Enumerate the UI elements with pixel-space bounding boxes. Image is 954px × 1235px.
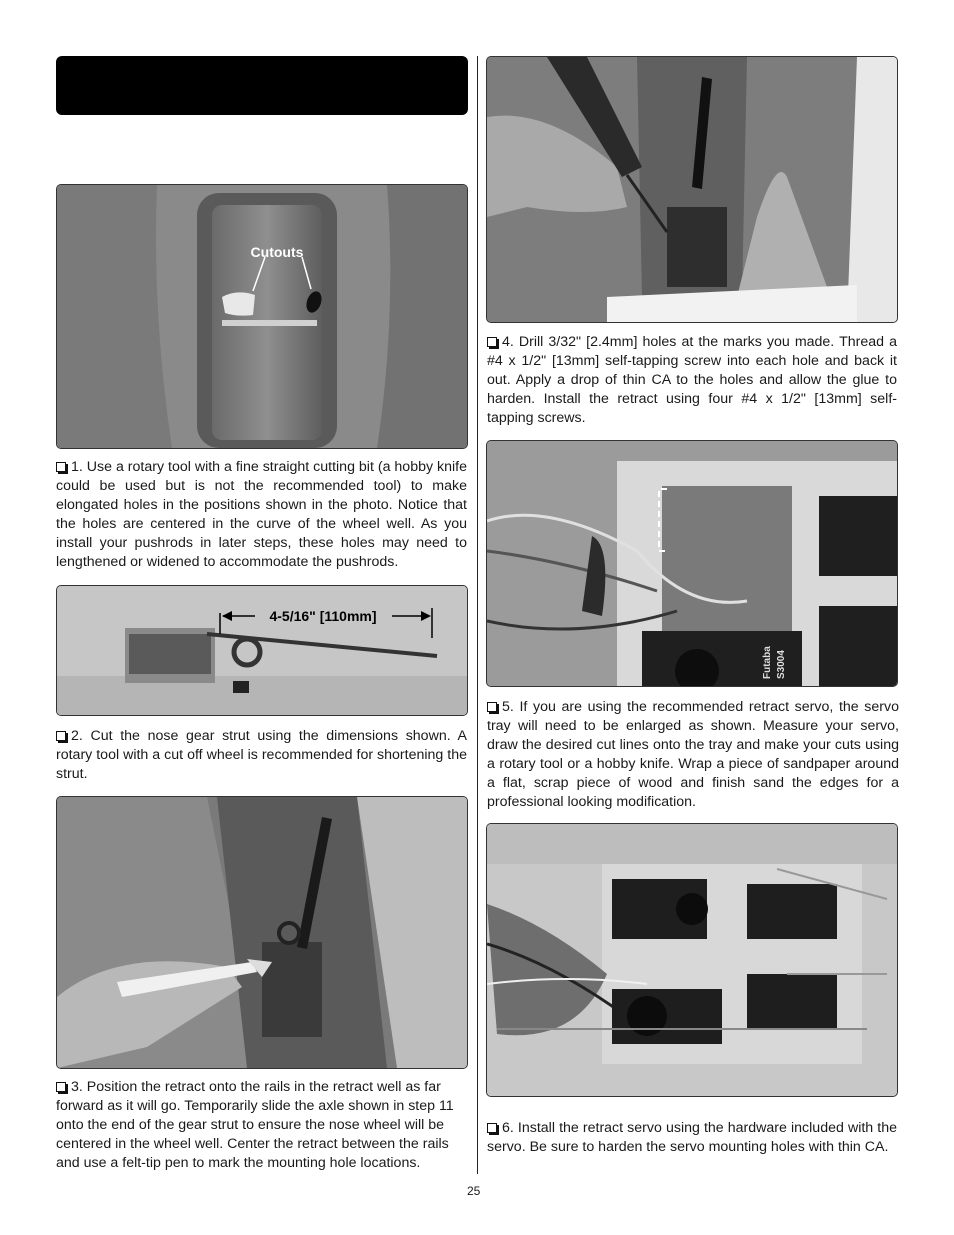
cutouts-callout: Cutouts [250,244,304,260]
checkbox-icon[interactable] [56,462,66,472]
step-5-body: 5. If you are using the recommended retract servo, the servo tray will need to be enlarged as shown. Measure your servo, draw the desired cut lines onto the tray and make your cuts using a rotary tool or a hobby knife. Wrap a piece of sandpaper around a flat, scrap piece of wood and finish sand the edges for a professional looking modification. [487,699,899,810]
strut-dimension-label: 4-5/16" [110mm] [269,608,377,624]
checkbox-icon[interactable] [487,1123,497,1133]
photo-wheel-well-cutouts [56,184,468,449]
page-number: 25 [467,1184,481,1198]
step-4-text [487,333,897,428]
section-header-bar [56,56,468,115]
step-6-text [487,1119,897,1157]
servo-brand-label: Futaba [762,646,773,679]
step-1-text [56,458,467,571]
checkbox-icon[interactable] [487,337,497,347]
photo-nose-gear-strut [56,585,468,716]
step-4-body: 4. Drill 3/32" [2.4mm] holes at the marks you made. Thread a #4 x 1/2" [13mm] self-tapping screw into each hole and back it out. Apply a drop of thin CA to the holes and allow the glue to harden. Install the retract using four #4 x 1/2" [13mm] self-tapping screws. [487,334,897,426]
photo-retract-servo-installed [486,823,898,1097]
column-divider [477,56,478,1174]
step-3-body: 3. Position the retract onto the rails in the retract well as far forward as it will go. Temporarily slide the axle shown in step 11 onto the end of the gear strut to ensure the nose wheel will be centered in the wheel well. Center the retract between the rails and use a felt-tip pen to mark the mounting hole locations. [56,1079,454,1171]
step-6-body: 6. Install the retract servo using the hardware included with the servo. Be sure to harden the servo mounting holes with thin CA. [487,1120,897,1155]
step-2-body: 2. Cut the nose gear strut using the dimensions shown. A rotary tool with a cut off wheel is recommended for shortening the strut. [56,728,467,782]
photo-marking-mounting-holes [56,796,468,1069]
checkbox-icon[interactable] [487,702,497,712]
checkbox-icon[interactable] [56,731,66,741]
photo-installing-retract [486,56,898,323]
step-2-text [56,727,467,784]
step-1-body: 1. Use a rotary tool with a fine straight cutting bit (a hobby knife could be used but is not the recommended tool) to make elongated holes in the positions shown in the photo. Notice that the holes are centered in the curve of the wheel well. As you install your pushrods in later steps, these holes may need to lengthened or widened to accommodate the pushrods. [56,459,467,570]
step-5-text [487,698,899,811]
photo-servo-tray-enlarged [486,440,898,687]
step-3-text [56,1078,470,1173]
checkbox-icon[interactable] [56,1082,66,1092]
servo-model-label: S3004 [776,650,787,679]
